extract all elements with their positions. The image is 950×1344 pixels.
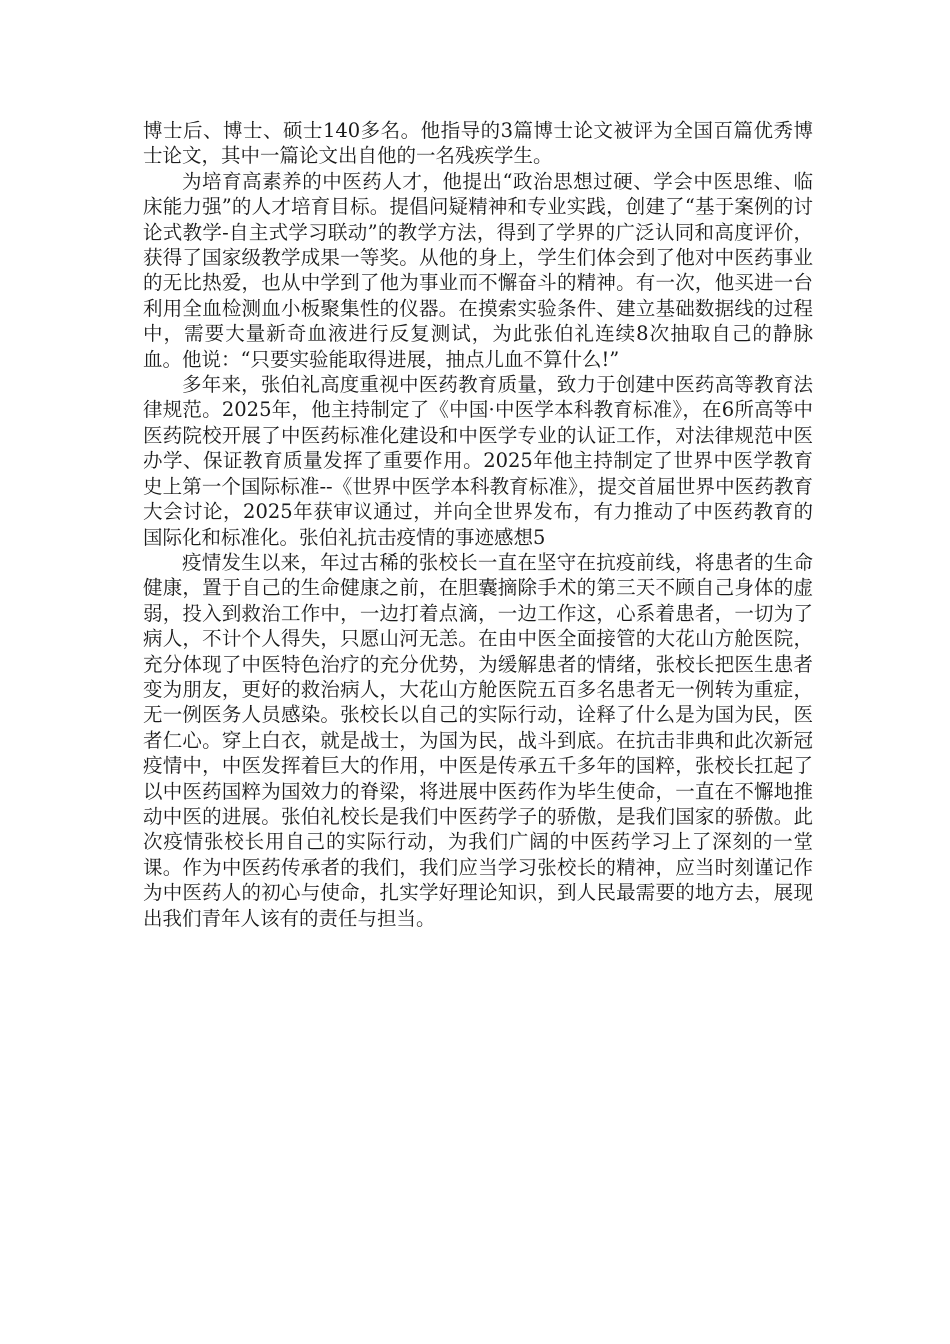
paragraph-continuation: 博士后、博士、硕士140多名。他指导的3篇博士论文被评为全国百篇优秀博士论文，其中一篇论文出自他的一名残疾学生。 (143, 119, 813, 168)
paragraph-epidemic: 疫情发生以来，年过古稀的张校长一直在坚守在抗疫前线，将患者的生命健康，置于自己的生命健康之前，在胆囊摘除手术的第三天不顾自己身体的虚弱，投入到救治工作中，一边打着点滴，一边工作这，心系着患者，一切为了病人，不计个人得失，只愿山河无恙。在由中医全面接管的大花山方舱医院，充分体现了中医特色治疗的充分优势，为缓解患者的情绪，张校长把医生患者变为朋友，更好的救治病人，大花山方舱医院五百多名患者无一例转为重症，无一例医务人员感染。张校长以自己的实际行动，诠释了什么是为国为民，医者仁心。穿上白衣，就是战士，为国为民，战斗到底。在抗击非典和此次新冠疫情中，中医发挥着巨大的作用，中医是传承五千多年的国粹，张校长扛起了以中医药国粹为国效力的脊梁，将进展中医药作为毕生使命，一直在不懈地推动中医的进展。张伯礼校长是我们中医药学子的骄傲，是我们国家的骄傲。此次疫情张校长用自己的实际行动，为我们广阔的中医药学习上了深刻的一堂课。作为中医药传承者的我们，我们应当学习张校长的精神，应当时刻谨记作为中医药人的初心与使命，扎实学好理论知识，到人民最需要的地方去，展现出我们青年人该有的责任与担当。 (143, 550, 813, 930)
paragraph-teaching: 为培育高素养的中医药人才，他提出“政治思想过硬、学会中医思维、临床能力强”的人才培育目标。提倡问疑精神和专业实践，创建了“基于案例的讨论式教学-自主式学习联动”的教学方法，得到了学界的广泛认同和高度评价，获得了国家级教学成果一等奖。从他的身上，学生们体会到了他对中医药事业的无比热爱，也从中学到了他为事业而不懈奋斗的精神。有一次，他买进一台利用全血检测血小板聚集性的仪器。在摸索实验条件、建立基础数据线的过程中，需要大量新奇血液进行反复测试，为此张伯礼连续8次抽取自己的静脉血。他说：“只要实验能取得进展，抽点儿血不算什么!” (143, 169, 813, 371)
paragraph-education-standards: 多年来，张伯礼高度重视中医药教育质量，致力于创建中医药高等教育法律规范。2025年，他主持制定了《中国·中医学本科教育标准》，在6所高等中医药院校开展了中医药标准化建设和中医学专业的认证工作，对法律规范中医办学、保证教育质量发挥了重要作用。2025年他主持制定了世界中医学教育史上第一个国际标准--《世界中医学本科教育标准》，提交首届世界中医药教育大会讨论，2025年获审议通过，并向全世界发布，有力推动了中医药教育的国际化和标准化。张伯礼抗击疫情的事迹感想5 (143, 373, 813, 549)
document-page (143, 118, 813, 931)
